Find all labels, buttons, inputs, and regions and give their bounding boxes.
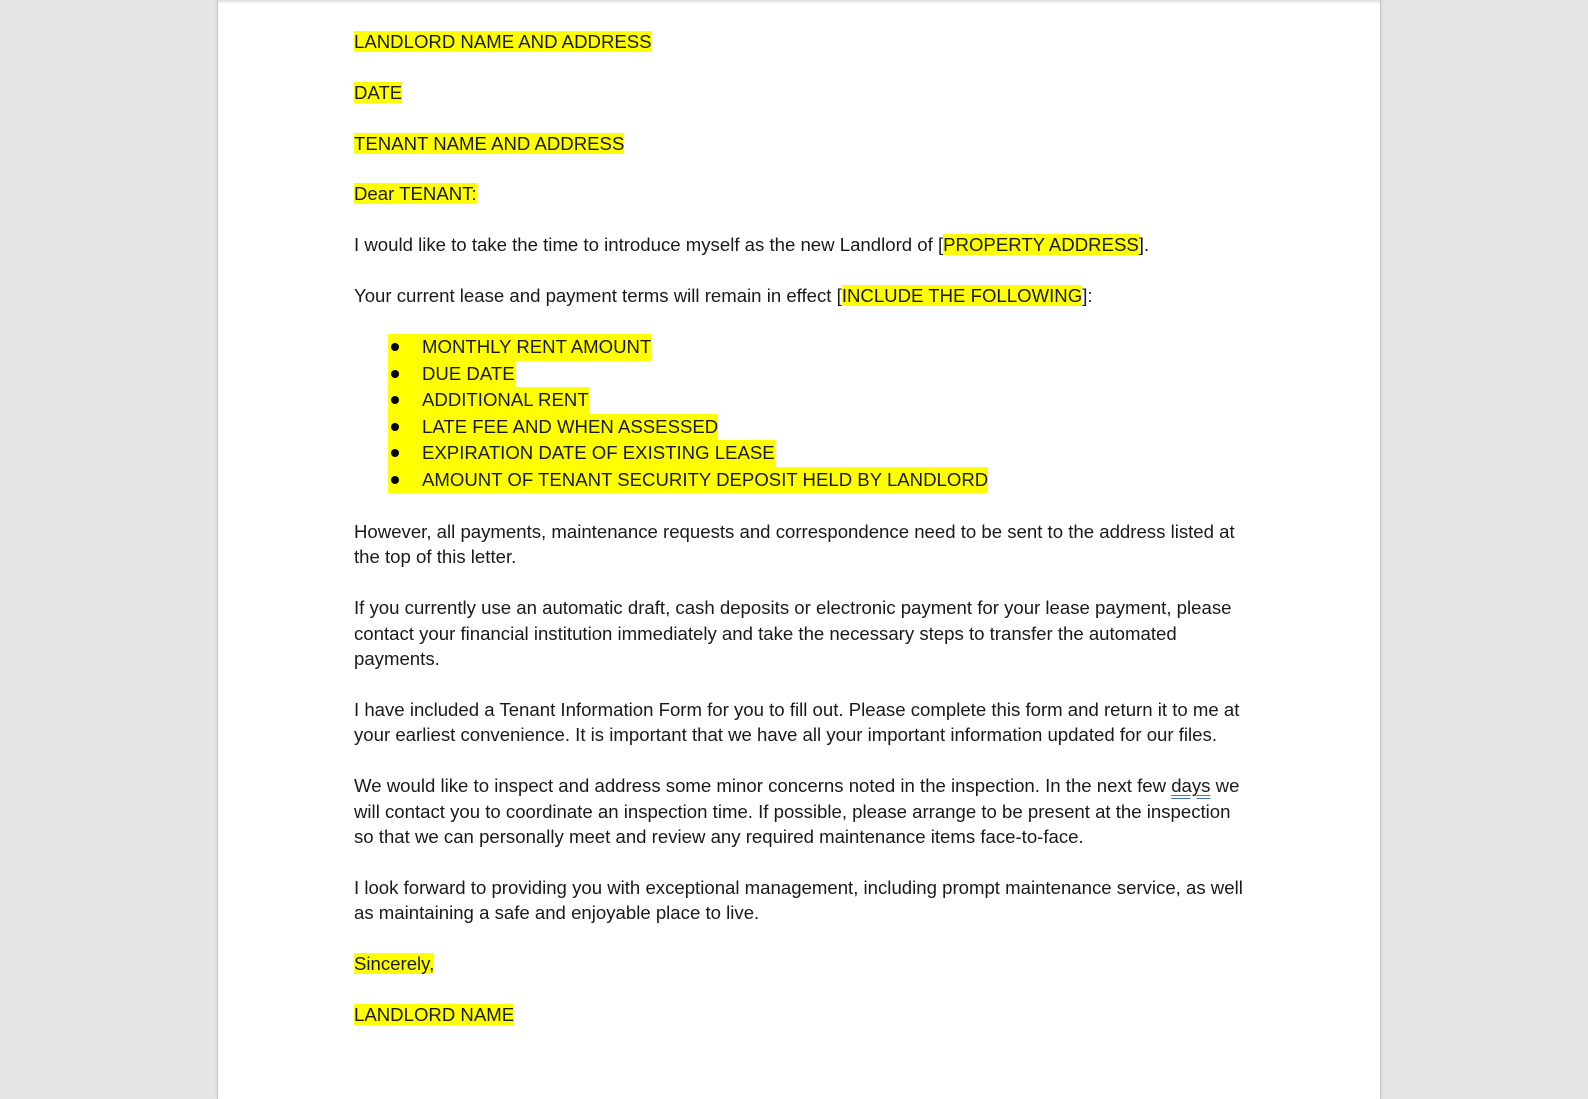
intro-text-before: I would like to take the time to introduce myself as the new Landlord of [ — [354, 234, 944, 256]
closing: Sincerely, — [354, 953, 435, 975]
document-page[interactable] — [217, 0, 1381, 1099]
automatic-payment-paragraph: If you currently use an automatic draft, cash deposits or electronic payment for your lease payment, please contact your financial institution immediately and take the necessary steps to transfer the automated payments. — [354, 597, 1232, 670]
list-item-text: LATE FEE AND WHEN ASSESSED — [422, 415, 719, 437]
terms-paragraph — [354, 283, 1254, 309]
terms-text-before: Your current lease and payment terms will remain in effect [ — [354, 284, 842, 306]
lease-terms-list — [354, 334, 1254, 493]
list-item — [354, 414, 1254, 441]
intro-text-after: ]. — [1138, 234, 1150, 256]
page-top-edge — [218, 0, 1380, 4]
list-item-highlight — [388, 440, 775, 467]
list-item — [354, 387, 1254, 414]
list-item — [354, 440, 1254, 467]
closing-line — [354, 951, 1254, 977]
intro-paragraph — [354, 232, 1254, 258]
list-item-highlight — [388, 361, 515, 388]
property-address-placeholder: PROPERTY ADDRESS — [943, 234, 1139, 256]
bullet-icon — [391, 449, 399, 457]
list-item-text: EXPIRATION DATE OF EXISTING LEASE — [422, 442, 775, 464]
list-item-text: ADDITIONAL RENT — [422, 389, 589, 411]
list-item-highlight — [388, 334, 651, 361]
list-item — [354, 361, 1254, 388]
signature-line — [354, 1002, 1254, 1028]
bullet-icon — [391, 343, 399, 351]
list-item-highlight — [388, 387, 589, 414]
list-item-highlight — [388, 467, 988, 494]
list-item — [354, 334, 1254, 361]
date-line — [354, 80, 1254, 106]
landlord-name-placeholder: LANDLORD NAME — [354, 1004, 515, 1026]
salutation: Dear TENANT: — [354, 183, 477, 205]
grammar-flagged-word[interactable]: days — [1171, 775, 1211, 797]
list-item — [354, 467, 1254, 494]
salutation-line — [354, 181, 1254, 207]
inspection-paragraph — [354, 773, 1254, 850]
bullet-icon — [391, 423, 399, 431]
tenant-form-paragraph: I have included a Tenant Information Form for you to fill out. Please complete this form and return it to me at your earliest convenience. It is important that we have all your important information updated for our files. — [354, 698, 1240, 746]
landlord-header-line — [354, 29, 1254, 55]
inspection-text-before: We would like to inspect and address some minor concerns noted in the inspection. In the next few — [354, 775, 1172, 797]
payments-paragraph: However, all payments, maintenance requests and correspondence need to be sent to the address listed at the top of this letter. — [354, 520, 1235, 568]
bullet-icon — [391, 476, 399, 484]
list-item-text: DUE DATE — [422, 362, 515, 384]
tenant-header: TENANT NAME AND ADDRESS — [354, 132, 625, 154]
bullet-icon — [391, 370, 399, 378]
list-item-highlight — [388, 414, 718, 441]
letter-body[interactable] — [354, 29, 1254, 1053]
date-placeholder: DATE — [354, 81, 403, 103]
list-item-text: AMOUNT OF TENANT SECURITY DEPOSIT HELD BY LANDLORD — [422, 468, 989, 490]
look-forward-paragraph: I look forward to providing you with exceptional management, including prompt maintenance service, as well as maintaining a safe and enjoyable place to live. — [354, 876, 1243, 924]
inspection-text-after: we will contact you to coordinate an inspection time. If possible, please arrange to be present at the inspection so that we can personally meet and review any required maintenance items face-to-face. — [354, 775, 1240, 848]
list-item-text: MONTHLY RENT AMOUNT — [422, 336, 652, 358]
bullet-icon — [391, 396, 399, 404]
landlord-header: LANDLORD NAME AND ADDRESS — [354, 31, 652, 52]
tenant-header-line — [354, 131, 1254, 157]
terms-text-after: ]: — [1082, 284, 1093, 306]
include-following-placeholder: INCLUDE THE FOLLOWING — [841, 284, 1083, 306]
